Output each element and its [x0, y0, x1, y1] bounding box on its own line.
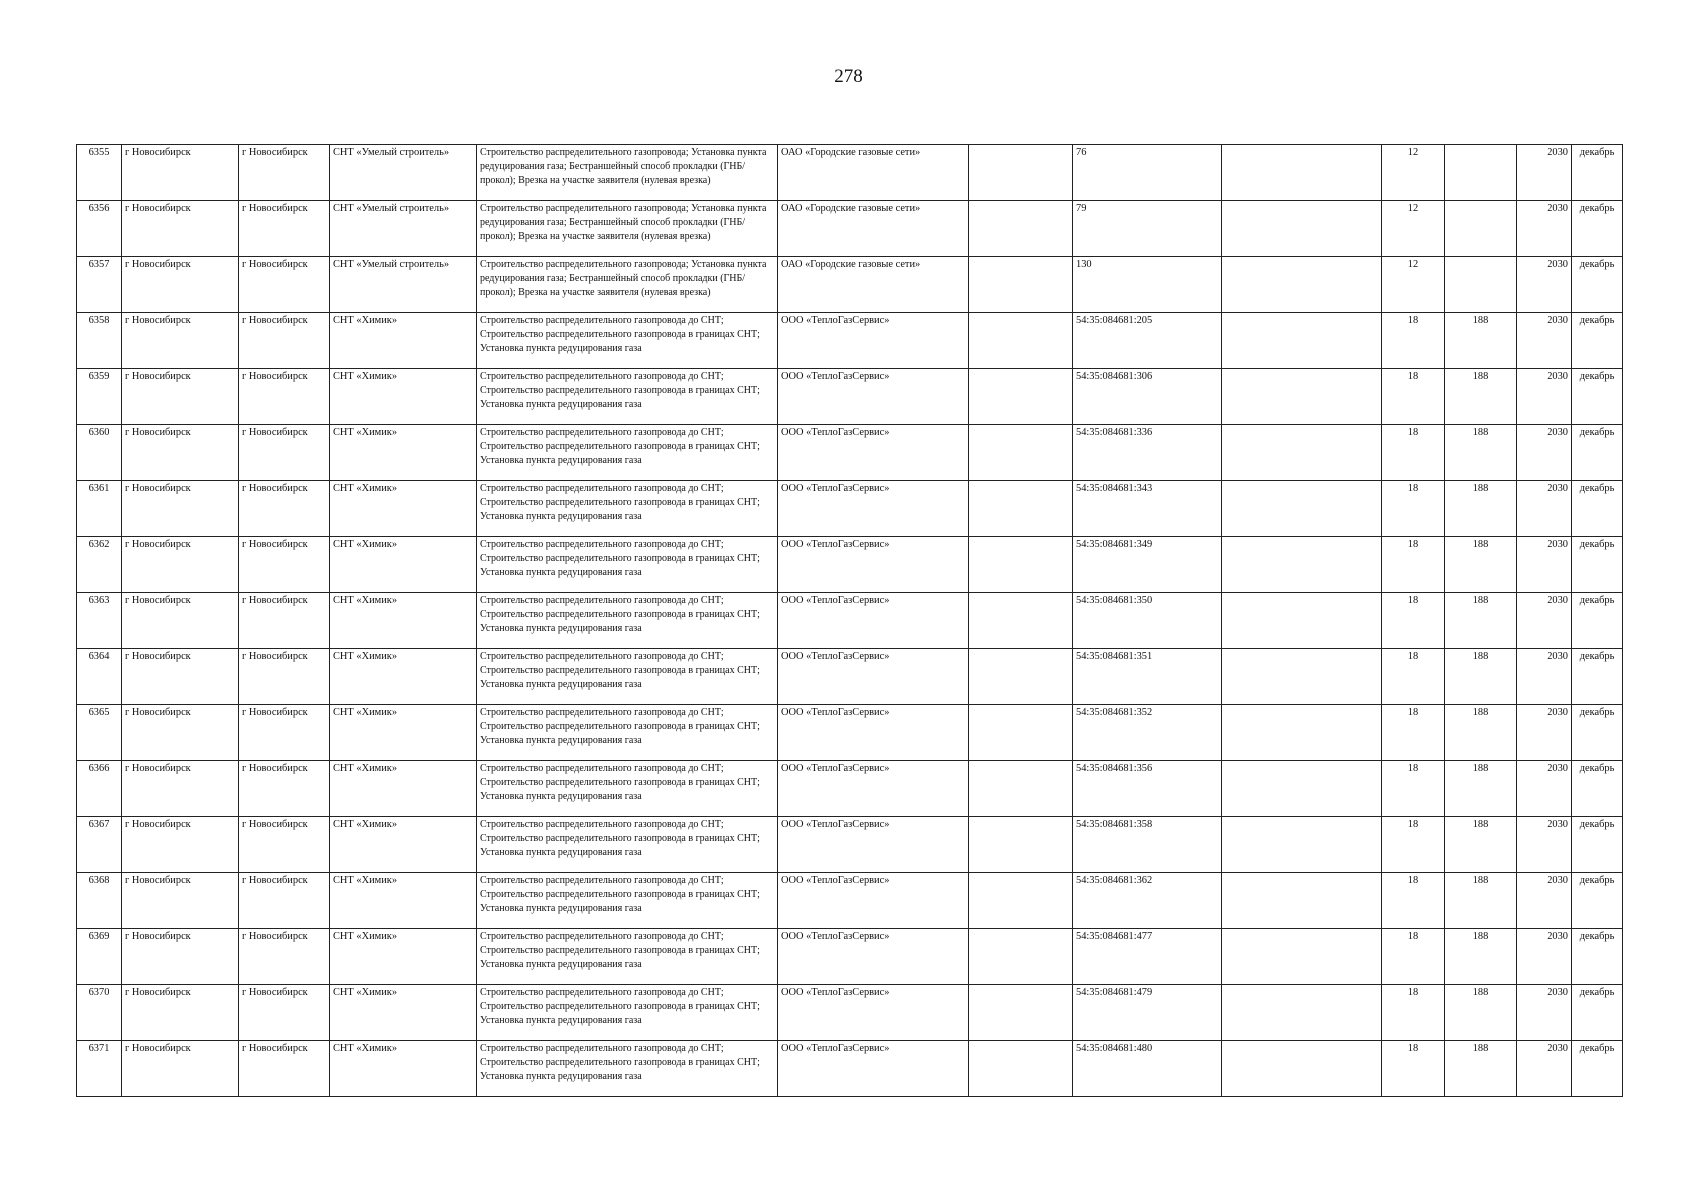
cell-value-2: 188 — [1445, 1041, 1517, 1097]
cell-work-description: Строительство распределительного газопровода до СНТ; Строительство распределительного газопровода в границах СНТ; Установка пункта редуцирования газа — [477, 369, 778, 425]
cell-value-2: 188 — [1445, 537, 1517, 593]
cell-empty — [1222, 761, 1382, 817]
cell-object: СНТ «Химик» — [330, 425, 477, 481]
cell-locality: г Новосибирск — [239, 201, 330, 257]
cell-number: 6355 — [77, 145, 122, 201]
cell-object: СНТ «Химик» — [330, 481, 477, 537]
cell-empty — [969, 593, 1073, 649]
gas-connection-registry-table — [76, 144, 1623, 1097]
cell-object: СНТ «Химик» — [330, 761, 477, 817]
cell-object: СНТ «Химик» — [330, 649, 477, 705]
table-row — [77, 705, 1623, 761]
cell-empty — [1222, 481, 1382, 537]
cell-value-1: 18 — [1382, 761, 1445, 817]
cell-work-description: Строительство распределительного газопровода до СНТ; Строительство распределительного газопровода в границах СНТ; Установка пункта редуцирования газа — [477, 873, 778, 929]
cell-object: СНТ «Умелый строитель» — [330, 145, 477, 201]
cell-locality: г Новосибирск — [239, 649, 330, 705]
cell-work-description: Строительство распределительного газопровода до СНТ; Строительство распределительного газопровода в границах СНТ; Установка пункта редуцирования газа — [477, 537, 778, 593]
cell-number: 6357 — [77, 257, 122, 313]
cell-value-1: 18 — [1382, 929, 1445, 985]
table-row — [77, 873, 1623, 929]
table-row — [77, 593, 1623, 649]
cell-locality: г Новосибирск — [239, 705, 330, 761]
cell-year: 2030 — [1517, 1041, 1572, 1097]
cell-month: декабрь — [1572, 313, 1623, 369]
cell-district: г Новосибирск — [122, 369, 239, 425]
cell-cadastral-number: 54:35:084681:350 — [1073, 593, 1222, 649]
cell-value-1: 18 — [1382, 313, 1445, 369]
cell-object: СНТ «Химик» — [330, 593, 477, 649]
cell-cadastral-number: 130 — [1073, 257, 1222, 313]
cell-value-1: 18 — [1382, 705, 1445, 761]
cell-object: СНТ «Химик» — [330, 929, 477, 985]
cell-empty — [969, 257, 1073, 313]
cell-organization: ОАО «Городские газовые сети» — [778, 257, 969, 313]
cell-organization: ООО «ТеплоГазСервис» — [778, 817, 969, 873]
cell-value-1: 18 — [1382, 649, 1445, 705]
cell-empty — [1222, 817, 1382, 873]
cell-district: г Новосибирск — [122, 985, 239, 1041]
cell-value-2 — [1445, 257, 1517, 313]
cell-empty — [1222, 593, 1382, 649]
cell-work-description: Строительство распределительного газопровода до СНТ; Строительство распределительного газопровода в границах СНТ; Установка пункта редуцирования газа — [477, 985, 778, 1041]
cell-month: декабрь — [1572, 201, 1623, 257]
cell-empty — [1222, 873, 1382, 929]
cell-month: декабрь — [1572, 369, 1623, 425]
table-row — [77, 985, 1623, 1041]
cell-empty — [1222, 313, 1382, 369]
cell-value-2: 188 — [1445, 761, 1517, 817]
cell-year: 2030 — [1517, 985, 1572, 1041]
cell-month: декабрь — [1572, 145, 1623, 201]
cell-value-2: 188 — [1445, 929, 1517, 985]
cell-cadastral-number: 54:35:084681:480 — [1073, 1041, 1222, 1097]
cell-value-2: 188 — [1445, 425, 1517, 481]
cell-locality: г Новосибирск — [239, 873, 330, 929]
cell-work-description: Строительство распределительного газопровода; Установка пункта редуцирования газа; Бестраншейный способ прокладки (ГНБ/прокол); Врезка на участке заявителя (нулевая врезка) — [477, 145, 778, 201]
cell-object: СНТ «Химик» — [330, 1041, 477, 1097]
cell-empty — [1222, 985, 1382, 1041]
cell-district: г Новосибирск — [122, 761, 239, 817]
cell-locality: г Новосибирск — [239, 313, 330, 369]
cell-cadastral-number: 79 — [1073, 201, 1222, 257]
cell-value-1: 18 — [1382, 481, 1445, 537]
cell-cadastral-number: 54:35:084681:352 — [1073, 705, 1222, 761]
cell-year: 2030 — [1517, 593, 1572, 649]
cell-cadastral-number: 54:35:084681:362 — [1073, 873, 1222, 929]
cell-month: декабрь — [1572, 873, 1623, 929]
cell-empty — [1222, 201, 1382, 257]
cell-district: г Новосибирск — [122, 817, 239, 873]
cell-cadastral-number: 54:35:084681:343 — [1073, 481, 1222, 537]
cell-object: СНТ «Умелый строитель» — [330, 201, 477, 257]
cell-cadastral-number: 54:35:084681:351 — [1073, 649, 1222, 705]
cell-locality: г Новосибирск — [239, 929, 330, 985]
cell-number: 6367 — [77, 817, 122, 873]
cell-organization: ООО «ТеплоГазСервис» — [778, 873, 969, 929]
cell-empty — [1222, 257, 1382, 313]
cell-organization: ООО «ТеплоГазСервис» — [778, 649, 969, 705]
cell-cadastral-number: 54:35:084681:306 — [1073, 369, 1222, 425]
cell-cadastral-number: 54:35:084681:336 — [1073, 425, 1222, 481]
cell-cadastral-number: 54:35:084681:358 — [1073, 817, 1222, 873]
cell-work-description: Строительство распределительного газопровода; Установка пункта редуцирования газа; Бестраншейный способ прокладки (ГНБ/прокол); Врезка на участке заявителя (нулевая врезка) — [477, 201, 778, 257]
cell-cadastral-number: 54:35:084681:205 — [1073, 313, 1222, 369]
table-row — [77, 761, 1623, 817]
cell-locality: г Новосибирск — [239, 369, 330, 425]
cell-number: 6369 — [77, 929, 122, 985]
cell-year: 2030 — [1517, 929, 1572, 985]
cell-month: декабрь — [1572, 537, 1623, 593]
cell-value-1: 18 — [1382, 425, 1445, 481]
cell-cadastral-number: 54:35:084681:349 — [1073, 537, 1222, 593]
cell-work-description: Строительство распределительного газопровода до СНТ; Строительство распределительного газопровода в границах СНТ; Установка пункта редуцирования газа — [477, 593, 778, 649]
cell-value-2: 188 — [1445, 593, 1517, 649]
cell-locality: г Новосибирск — [239, 537, 330, 593]
cell-number: 6359 — [77, 369, 122, 425]
table-row — [77, 817, 1623, 873]
cell-year: 2030 — [1517, 201, 1572, 257]
cell-empty — [969, 985, 1073, 1041]
cell-value-2: 188 — [1445, 705, 1517, 761]
cell-locality: г Новосибирск — [239, 1041, 330, 1097]
table-row — [77, 145, 1623, 201]
cell-empty — [969, 705, 1073, 761]
cell-organization: ООО «ТеплоГазСервис» — [778, 537, 969, 593]
cell-number: 6363 — [77, 593, 122, 649]
cell-number: 6360 — [77, 425, 122, 481]
cell-locality: г Новосибирск — [239, 761, 330, 817]
table-row — [77, 369, 1623, 425]
cell-organization: ООО «ТеплоГазСервис» — [778, 1041, 969, 1097]
cell-empty — [969, 145, 1073, 201]
cell-year: 2030 — [1517, 705, 1572, 761]
cell-object: СНТ «Химик» — [330, 537, 477, 593]
cell-organization: ООО «ТеплоГазСервис» — [778, 985, 969, 1041]
cell-work-description: Строительство распределительного газопровода до СНТ; Строительство распределительного газопровода в границах СНТ; Установка пункта редуцирования газа — [477, 705, 778, 761]
cell-month: декабрь — [1572, 929, 1623, 985]
cell-value-2 — [1445, 145, 1517, 201]
cell-value-2: 188 — [1445, 649, 1517, 705]
cell-value-1: 18 — [1382, 1041, 1445, 1097]
cell-district: г Новосибирск — [122, 145, 239, 201]
cell-value-1: 18 — [1382, 593, 1445, 649]
cell-number: 6368 — [77, 873, 122, 929]
cell-month: декабрь — [1572, 425, 1623, 481]
cell-locality: г Новосибирск — [239, 817, 330, 873]
cell-locality: г Новосибирск — [239, 425, 330, 481]
cell-month: декабрь — [1572, 705, 1623, 761]
cell-year: 2030 — [1517, 313, 1572, 369]
cell-district: г Новосибирск — [122, 537, 239, 593]
cell-value-1: 12 — [1382, 201, 1445, 257]
cell-empty — [1222, 649, 1382, 705]
cell-locality: г Новосибирск — [239, 593, 330, 649]
cell-month: декабрь — [1572, 985, 1623, 1041]
cell-empty — [969, 369, 1073, 425]
cell-value-1: 18 — [1382, 873, 1445, 929]
cell-empty — [969, 537, 1073, 593]
cell-empty — [969, 761, 1073, 817]
cell-district: г Новосибирск — [122, 649, 239, 705]
table-row — [77, 481, 1623, 537]
cell-district: г Новосибирск — [122, 929, 239, 985]
cell-district: г Новосибирск — [122, 481, 239, 537]
cell-empty — [1222, 369, 1382, 425]
cell-cadastral-number: 54:35:084681:479 — [1073, 985, 1222, 1041]
cell-organization: ОАО «Городские газовые сети» — [778, 201, 969, 257]
table-row — [77, 1041, 1623, 1097]
cell-empty — [1222, 145, 1382, 201]
page-number: 278 — [834, 66, 863, 87]
cell-work-description: Строительство распределительного газопровода; Установка пункта редуцирования газа; Бестраншейный способ прокладки (ГНБ/прокол); Врезка на участке заявителя (нулевая врезка) — [477, 257, 778, 313]
cell-organization: ООО «ТеплоГазСервис» — [778, 761, 969, 817]
cell-year: 2030 — [1517, 257, 1572, 313]
cell-work-description: Строительство распределительного газопровода до СНТ; Строительство распределительного газопровода в границах СНТ; Установка пункта редуцирования газа — [477, 481, 778, 537]
cell-organization: ООО «ТеплоГазСервис» — [778, 425, 969, 481]
cell-object: СНТ «Химик» — [330, 873, 477, 929]
cell-month: декабрь — [1572, 649, 1623, 705]
cell-object: СНТ «Химик» — [330, 817, 477, 873]
cell-number: 6361 — [77, 481, 122, 537]
cell-district: г Новосибирск — [122, 257, 239, 313]
cell-year: 2030 — [1517, 481, 1572, 537]
cell-year: 2030 — [1517, 369, 1572, 425]
cell-number: 6365 — [77, 705, 122, 761]
table-row — [77, 313, 1623, 369]
cell-district: г Новосибирск — [122, 1041, 239, 1097]
cell-locality: г Новосибирск — [239, 257, 330, 313]
table-row — [77, 201, 1623, 257]
cell-value-2: 188 — [1445, 481, 1517, 537]
cell-empty — [969, 481, 1073, 537]
cell-month: декабрь — [1572, 593, 1623, 649]
cell-district: г Новосибирск — [122, 425, 239, 481]
cell-work-description: Строительство распределительного газопровода до СНТ; Строительство распределительного газопровода в границах СНТ; Установка пункта редуцирования газа — [477, 313, 778, 369]
table-body — [77, 145, 1623, 1097]
cell-empty — [969, 425, 1073, 481]
table-row — [77, 649, 1623, 705]
cell-object: СНТ «Химик» — [330, 369, 477, 425]
cell-value-2: 188 — [1445, 369, 1517, 425]
cell-organization: ООО «ТеплоГазСервис» — [778, 313, 969, 369]
cell-empty — [1222, 425, 1382, 481]
cell-work-description: Строительство распределительного газопровода до СНТ; Строительство распределительного газопровода в границах СНТ; Установка пункта редуцирования газа — [477, 817, 778, 873]
cell-number: 6362 — [77, 537, 122, 593]
cell-locality: г Новосибирск — [239, 481, 330, 537]
cell-district: г Новосибирск — [122, 593, 239, 649]
cell-value-1: 18 — [1382, 369, 1445, 425]
cell-number: 6366 — [77, 761, 122, 817]
cell-value-1: 18 — [1382, 537, 1445, 593]
cell-number: 6364 — [77, 649, 122, 705]
cell-empty — [1222, 929, 1382, 985]
cell-empty — [969, 313, 1073, 369]
cell-year: 2030 — [1517, 649, 1572, 705]
cell-cadastral-number: 54:35:084681:477 — [1073, 929, 1222, 985]
cell-work-description: Строительство распределительного газопровода до СНТ; Строительство распределительного газопровода в границах СНТ; Установка пункта редуцирования газа — [477, 1041, 778, 1097]
cell-object: СНТ «Химик» — [330, 313, 477, 369]
cell-number: 6358 — [77, 313, 122, 369]
cell-organization: ООО «ТеплоГазСервис» — [778, 705, 969, 761]
cell-work-description: Строительство распределительного газопровода до СНТ; Строительство распределительного газопровода в границах СНТ; Установка пункта редуцирования газа — [477, 761, 778, 817]
cell-district: г Новосибирск — [122, 873, 239, 929]
cell-empty — [1222, 537, 1382, 593]
cell-district: г Новосибирск — [122, 201, 239, 257]
cell-year: 2030 — [1517, 425, 1572, 481]
cell-empty — [969, 201, 1073, 257]
cell-cadastral-number: 76 — [1073, 145, 1222, 201]
cell-year: 2030 — [1517, 537, 1572, 593]
cell-work-description: Строительство распределительного газопровода до СНТ; Строительство распределительного газопровода в границах СНТ; Установка пункта редуцирования газа — [477, 929, 778, 985]
table-row — [77, 425, 1623, 481]
cell-year: 2030 — [1517, 817, 1572, 873]
cell-year: 2030 — [1517, 145, 1572, 201]
cell-value-2: 188 — [1445, 985, 1517, 1041]
cell-empty — [969, 929, 1073, 985]
cell-empty — [969, 817, 1073, 873]
cell-district: г Новосибирск — [122, 705, 239, 761]
cell-value-1: 18 — [1382, 817, 1445, 873]
cell-work-description: Строительство распределительного газопровода до СНТ; Строительство распределительного газопровода в границах СНТ; Установка пункта редуцирования газа — [477, 425, 778, 481]
cell-number: 6370 — [77, 985, 122, 1041]
cell-object: СНТ «Химик» — [330, 705, 477, 761]
cell-value-2: 188 — [1445, 817, 1517, 873]
cell-organization: ОАО «Городские газовые сети» — [778, 145, 969, 201]
table-row — [77, 929, 1623, 985]
cell-value-2 — [1445, 201, 1517, 257]
cell-value-1: 18 — [1382, 985, 1445, 1041]
cell-cadastral-number: 54:35:084681:356 — [1073, 761, 1222, 817]
cell-work-description: Строительство распределительного газопровода до СНТ; Строительство распределительного газопровода в границах СНТ; Установка пункта редуцирования газа — [477, 649, 778, 705]
cell-value-1: 12 — [1382, 145, 1445, 201]
cell-value-2: 188 — [1445, 313, 1517, 369]
cell-district: г Новосибирск — [122, 313, 239, 369]
cell-month: декабрь — [1572, 257, 1623, 313]
cell-organization: ООО «ТеплоГазСервис» — [778, 929, 969, 985]
cell-number: 6356 — [77, 201, 122, 257]
cell-month: декабрь — [1572, 481, 1623, 537]
cell-empty — [969, 873, 1073, 929]
cell-object: СНТ «Умелый строитель» — [330, 257, 477, 313]
cell-empty — [969, 649, 1073, 705]
cell-value-2: 188 — [1445, 873, 1517, 929]
cell-empty — [1222, 1041, 1382, 1097]
cell-organization: ООО «ТеплоГазСервис» — [778, 369, 969, 425]
cell-locality: г Новосибирск — [239, 985, 330, 1041]
cell-number: 6371 — [77, 1041, 122, 1097]
cell-organization: ООО «ТеплоГазСервис» — [778, 593, 969, 649]
table-row — [77, 257, 1623, 313]
cell-locality: г Новосибирск — [239, 145, 330, 201]
cell-month: декабрь — [1572, 1041, 1623, 1097]
cell-month: декабрь — [1572, 761, 1623, 817]
table-row — [77, 537, 1623, 593]
cell-value-1: 12 — [1382, 257, 1445, 313]
cell-empty — [969, 1041, 1073, 1097]
cell-year: 2030 — [1517, 761, 1572, 817]
cell-organization: ООО «ТеплоГазСервис» — [778, 481, 969, 537]
cell-year: 2030 — [1517, 873, 1572, 929]
cell-month: декабрь — [1572, 817, 1623, 873]
cell-empty — [1222, 705, 1382, 761]
cell-object: СНТ «Химик» — [330, 985, 477, 1041]
